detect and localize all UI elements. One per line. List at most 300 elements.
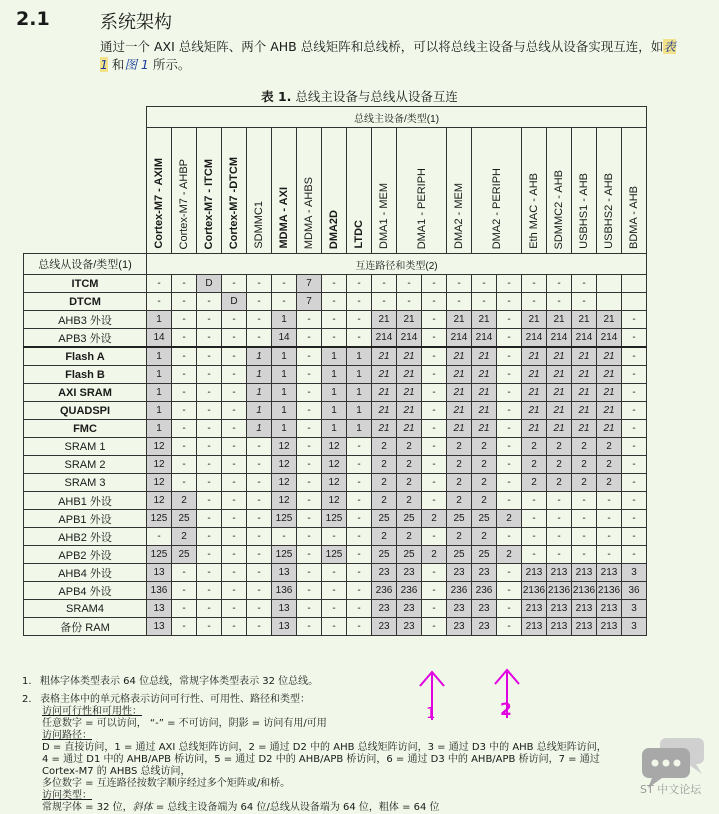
table-cell: - (347, 564, 372, 582)
table-cell: - (347, 492, 372, 510)
table-cell: - (297, 528, 322, 546)
table-cell: 21 (372, 420, 397, 438)
table-cell: 214 (597, 329, 622, 348)
table-cell: - (147, 275, 172, 293)
table-cell: - (172, 438, 197, 456)
table-cell: 3 (622, 564, 647, 582)
table-cell: 12 (147, 474, 172, 492)
table-cell: - (497, 564, 522, 582)
table-cell: - (347, 438, 372, 456)
table-cell: - (622, 546, 647, 564)
master-label: DMA2 - PERIPH (490, 167, 503, 249)
table-cell: - (197, 456, 222, 474)
table-cell: - (297, 438, 322, 456)
table-cell: 25 (172, 546, 197, 564)
table-cell: - (397, 293, 422, 311)
table-cell: - (422, 311, 447, 329)
table-cell: - (297, 311, 322, 329)
table-cell: - (172, 402, 197, 420)
table-cell: 21 (522, 347, 547, 366)
table-cell: - (222, 329, 247, 348)
table-cell: - (247, 438, 272, 456)
master-label: Cortex-M7 - AHBP (178, 158, 190, 249)
table-cell: - (222, 456, 247, 474)
table-row (24, 329, 647, 348)
table-cell: 1 (147, 420, 172, 438)
table-cell: 213 (572, 600, 597, 618)
table-cell: - (422, 492, 447, 510)
table-cell: - (622, 456, 647, 474)
table-cell: - (522, 293, 547, 311)
table-cell: 2 (472, 492, 497, 510)
table-notes (22, 676, 632, 814)
table-cell: 13 (147, 618, 172, 636)
table-cell: 1 (247, 366, 272, 384)
table-cell: 21 (547, 347, 572, 366)
table-cell: - (222, 528, 247, 546)
table-1-link[interactable]: 表 1 (100, 39, 676, 72)
table-cell: 21 (397, 347, 422, 366)
table-cell: 125 (322, 510, 347, 528)
watermark-text: ST 中文论坛 (640, 783, 702, 796)
table-cell: 21 (522, 311, 547, 329)
table-cell: - (222, 564, 247, 582)
table-cell: - (222, 402, 247, 420)
table-cell: 12 (272, 492, 297, 510)
table-cell: - (197, 510, 222, 528)
table-cell: - (172, 293, 197, 311)
table-cell: 1 (322, 420, 347, 438)
table-cell: - (572, 293, 597, 311)
table-cell: - (297, 384, 322, 402)
table-cell: - (622, 528, 647, 546)
table-cell: 1 (272, 402, 297, 420)
figure-1-link[interactable]: 图 1 (124, 57, 149, 72)
table-cell: - (372, 275, 397, 293)
table-cell: 125 (272, 510, 297, 528)
table-cell: 214 (372, 329, 397, 348)
table-cell: - (297, 546, 322, 564)
table-cell: 213 (522, 600, 547, 618)
table-cell: - (497, 311, 522, 329)
table-cell: 2 (547, 456, 572, 474)
table-cell: 25 (172, 510, 197, 528)
table-cell: 236 (472, 582, 497, 600)
table-cell: - (597, 528, 622, 546)
table-cell: 23 (397, 600, 422, 618)
table-cell: - (247, 311, 272, 329)
table-cell: 13 (272, 600, 297, 618)
section-number: 2.1 (16, 8, 50, 30)
table-cell: 21 (597, 402, 622, 420)
table-cell: - (497, 384, 522, 402)
table-cell: - (347, 311, 372, 329)
table-cell: 2136 (522, 582, 547, 600)
slave-name: Flash A (24, 347, 147, 366)
table-cell: - (622, 474, 647, 492)
table-caption-text: 总线主设备与总线从设备互连 (291, 89, 458, 104)
table-cell: 1 (147, 366, 172, 384)
table-cell: - (197, 582, 222, 600)
table-cell: D (222, 293, 247, 311)
note-path-heading: 访问路径： (42, 730, 92, 741)
table-cell: 21 (447, 402, 472, 420)
master-header-16 (597, 128, 622, 254)
master-label: DMA2 - MEM (453, 183, 465, 249)
table-cell: - (622, 311, 647, 329)
table-cell: - (622, 384, 647, 402)
table-cell: 2136 (597, 582, 622, 600)
slave-name: AXI SRAM (24, 384, 147, 402)
table-cell: 12 (322, 492, 347, 510)
table-cell: 136 (272, 582, 297, 600)
table-cell: 1 (347, 420, 372, 438)
table-cell: 2 (497, 546, 522, 564)
table-cell: 1 (347, 366, 372, 384)
table-cell: 2 (372, 492, 397, 510)
table-cell: 214 (397, 329, 422, 348)
table-cell: - (247, 510, 272, 528)
table-cell: 21 (572, 347, 597, 366)
table-cell: 2 (522, 438, 547, 456)
master-label: Cortex-M7 - ITCM (203, 158, 215, 249)
table-cell: - (497, 293, 522, 311)
table-cell: 13 (147, 564, 172, 582)
table-cell: 2 (572, 438, 597, 456)
table-cell: - (172, 474, 197, 492)
table-cell: - (297, 366, 322, 384)
table-cell: - (197, 384, 222, 402)
table-cell: - (222, 366, 247, 384)
table-cell: 3 (622, 618, 647, 636)
table-cell: 21 (522, 420, 547, 438)
table-cell: - (322, 528, 347, 546)
table-cell: 1 (272, 384, 297, 402)
table-cell: - (497, 456, 522, 474)
note-path-legend-3: 多位数字 = 互连路径按数字顺序经过多个矩阵或/和桥。 (42, 778, 291, 789)
table-cell: - (222, 275, 247, 293)
table-cell: - (447, 275, 472, 293)
table-cell: 213 (572, 564, 597, 582)
slave-name: SRAM 1 (24, 438, 147, 456)
table-cell: 236 (372, 582, 397, 600)
table-cell: 2 (472, 528, 497, 546)
table-cell: 12 (147, 456, 172, 474)
table-cell: 2 (372, 438, 397, 456)
table-cell: 21 (597, 420, 622, 438)
table-cell: - (422, 528, 447, 546)
table-cell: - (247, 275, 272, 293)
table-cell: - (222, 474, 247, 492)
table-cell: 1 (147, 347, 172, 366)
master-header-7 (322, 128, 347, 254)
table-cell: 21 (547, 311, 572, 329)
paths-header: 互连路径和类型(2) (147, 254, 647, 275)
master-header-10 (397, 128, 447, 254)
table-cell: 21 (372, 347, 397, 366)
table-row (24, 366, 647, 384)
master-header-5 (272, 128, 297, 254)
table-row (24, 384, 647, 402)
table-cell (622, 275, 647, 293)
table-cell: - (222, 510, 247, 528)
corner-empty-2 (24, 128, 147, 254)
table-cell: - (297, 420, 322, 438)
table-cell: - (497, 347, 522, 366)
table-cell: - (622, 402, 647, 420)
table-cell: - (622, 438, 647, 456)
table-cell: 213 (547, 600, 572, 618)
table-cell: 23 (447, 600, 472, 618)
table-cell: - (397, 275, 422, 293)
table-cell: 1 (347, 347, 372, 366)
note-type-heading: 访问类型： (42, 790, 92, 801)
slave-name: APB2 外设 (24, 546, 147, 564)
table-cell: 21 (472, 311, 497, 329)
note-2-text: 表格主体中的单元格表示访问可行性、可用性、路径和类型： (40, 694, 310, 705)
table-cell: 1 (147, 402, 172, 420)
table-cell: - (222, 546, 247, 564)
table-cell: 21 (597, 366, 622, 384)
master-label: SDMMC1 (253, 201, 265, 249)
table-cell: 2 (447, 456, 472, 474)
table-row (24, 456, 647, 474)
master-label: LTDC (353, 220, 365, 249)
table-cell: 2 (447, 438, 472, 456)
slave-name: APB1 外设 (24, 510, 147, 528)
table-cell: - (347, 582, 372, 600)
table-cell: - (322, 293, 347, 311)
table-cell: D (197, 275, 222, 293)
table-cell: 213 (597, 600, 622, 618)
slave-name: SRAM4 (24, 600, 147, 618)
table-cell: - (222, 600, 247, 618)
table-cell: 2 (522, 456, 547, 474)
table-cell: 1 (147, 384, 172, 402)
section-title: 系统架构 (100, 12, 172, 33)
table-cell: - (322, 329, 347, 348)
table-cell: - (172, 347, 197, 366)
table-cell: - (197, 528, 222, 546)
table-cell: 12 (147, 492, 172, 510)
table-cell: - (172, 311, 197, 329)
table-cell: - (247, 564, 272, 582)
table-cell: - (572, 275, 597, 293)
slave-name: SRAM 2 (24, 456, 147, 474)
master-header-0 (147, 128, 172, 254)
table-cell: - (497, 402, 522, 420)
table-cell: - (222, 384, 247, 402)
master-label: MDMA - AHBS (303, 176, 315, 249)
table-cell: 13 (272, 564, 297, 582)
table-cell: 23 (472, 564, 497, 582)
table-cell (597, 293, 622, 311)
table-cell: - (272, 293, 297, 311)
table-row (24, 293, 647, 311)
table-cell: 21 (597, 384, 622, 402)
table-cell: 21 (372, 311, 397, 329)
table-cell: 12 (272, 474, 297, 492)
table-cell: 21 (597, 347, 622, 366)
slave-name: APB4 外设 (24, 582, 147, 600)
table-cell: 21 (547, 384, 572, 402)
table-row (24, 564, 647, 582)
table-cell: - (422, 402, 447, 420)
table-row (24, 492, 647, 510)
slave-name: QUADSPI (24, 402, 147, 420)
table-row (24, 546, 647, 564)
table-cell: - (272, 275, 297, 293)
table-cell: - (197, 546, 222, 564)
note-access-legend: 任意数字 = 可以访问， “-” = 不可访问，阴影 = 访问有用/可用 (42, 718, 327, 729)
table-cell: - (547, 492, 572, 510)
table-cell: 2 (597, 438, 622, 456)
table-cell: - (172, 582, 197, 600)
table-cell: 23 (447, 564, 472, 582)
table-cell: 12 (322, 456, 347, 474)
slave-name: Flash B (24, 366, 147, 384)
slave-name: AHB2 外设 (24, 528, 147, 546)
master-label: USBHS2 - AHB (603, 173, 615, 249)
table-cell: 23 (397, 564, 422, 582)
table-cell: - (197, 600, 222, 618)
table-cell: 21 (447, 311, 472, 329)
table-cell: 2 (572, 456, 597, 474)
note-1-text: 粗体字体类型表示 64 位总线，常规字体类型表示 32 位总线。 (40, 676, 319, 687)
table-cell: 13 (147, 600, 172, 618)
table-cell: - (497, 582, 522, 600)
table-cell: - (272, 528, 297, 546)
slave-name: SRAM 3 (24, 474, 147, 492)
table-cell: 1 (247, 402, 272, 420)
table-cell: - (247, 528, 272, 546)
intro-mid: 和 (107, 57, 125, 72)
table-cell: 21 (572, 366, 597, 384)
table-cell: - (347, 293, 372, 311)
table-cell: 214 (472, 329, 497, 348)
table-cell: - (547, 293, 572, 311)
table-cell: - (297, 600, 322, 618)
master-label: Eth MAC - AHB (528, 173, 540, 249)
table-cell: 3 (622, 600, 647, 618)
master-label: BDMA - AHB (628, 186, 641, 249)
table-cell: - (322, 582, 347, 600)
table-cell: - (347, 618, 372, 636)
master-label: DMA1 - MEM (378, 183, 390, 249)
table-cell: 2 (447, 474, 472, 492)
table-cell: - (372, 293, 397, 311)
table-row (24, 347, 647, 366)
master-header-9 (372, 128, 397, 254)
slave-name: 备份 RAM (24, 618, 147, 636)
table-cell: - (347, 510, 372, 528)
table-cell: 2 (397, 492, 422, 510)
table-cell: 1 (272, 311, 297, 329)
table-row (24, 600, 647, 618)
table-cell: - (247, 474, 272, 492)
table-cell: 2 (397, 474, 422, 492)
table-cell: 21 (547, 366, 572, 384)
table-cell: - (322, 311, 347, 329)
table-cell: 2 (372, 456, 397, 474)
table-cell: - (172, 366, 197, 384)
table-cell: 214 (447, 329, 472, 348)
table-cell: 213 (547, 618, 572, 636)
table-cell: - (422, 456, 447, 474)
table-cell: - (422, 384, 447, 402)
table-cell: 213 (597, 618, 622, 636)
table-cell: 14 (272, 329, 297, 348)
table-cell: 23 (372, 618, 397, 636)
table-cell: - (197, 366, 222, 384)
table-cell: 21 (472, 366, 497, 384)
table-cell: - (297, 329, 322, 348)
table-cell: - (347, 528, 372, 546)
table-cell: - (497, 275, 522, 293)
table-caption-number: 表 1. (261, 89, 292, 104)
table-cell: - (347, 275, 372, 293)
table-cell: 21 (397, 311, 422, 329)
table-cell: 25 (447, 546, 472, 564)
master-header-14 (547, 128, 572, 254)
table-cell: 23 (372, 564, 397, 582)
table-cell: - (422, 564, 447, 582)
table-cell: - (422, 347, 447, 366)
table-cell: - (497, 600, 522, 618)
table-cell: 21 (522, 384, 547, 402)
table-cell: - (197, 293, 222, 311)
table-cell: 21 (397, 420, 422, 438)
table-cell: - (172, 275, 197, 293)
table-cell: - (572, 510, 597, 528)
table-cell: 214 (572, 329, 597, 348)
table-cell: - (347, 600, 372, 618)
table-cell: - (497, 492, 522, 510)
table-cell: - (172, 384, 197, 402)
table-cell: 13 (272, 618, 297, 636)
table-cell: - (172, 618, 197, 636)
master-label: DMA1 - PERIPH (415, 167, 428, 249)
table-cell: 2 (447, 492, 472, 510)
table-cell: - (622, 329, 647, 348)
table-cell: 25 (397, 510, 422, 528)
table-cell: 1 (347, 384, 372, 402)
table-cell: - (247, 492, 272, 510)
table-cell: 21 (472, 402, 497, 420)
table-cell: - (347, 329, 372, 348)
master-label: Cortex-M7 - AXIM (153, 158, 165, 249)
table-cell: 213 (597, 564, 622, 582)
table-cell: - (347, 546, 372, 564)
table-cell: 1 (322, 366, 347, 384)
table-cell: - (247, 329, 272, 348)
table-row (24, 510, 647, 528)
table-cell: - (197, 492, 222, 510)
table-cell: - (322, 275, 347, 293)
table-cell: 21 (472, 347, 497, 366)
table-cell: 2 (597, 474, 622, 492)
table-cell: 21 (372, 402, 397, 420)
master-header-2 (197, 128, 222, 254)
table-cell: 23 (447, 618, 472, 636)
table-cell: 21 (447, 347, 472, 366)
table-cell: 2 (522, 474, 547, 492)
table-cell: 7 (297, 293, 322, 311)
intro-text: 通过一个 AXI 总线矩阵、两个 AHB 总线矩阵和总线桥，可以将总线主设备与总线从设备实现互连，如 (100, 39, 664, 54)
table-cell: - (297, 456, 322, 474)
table-cell: - (572, 546, 597, 564)
master-header-8 (347, 128, 372, 254)
